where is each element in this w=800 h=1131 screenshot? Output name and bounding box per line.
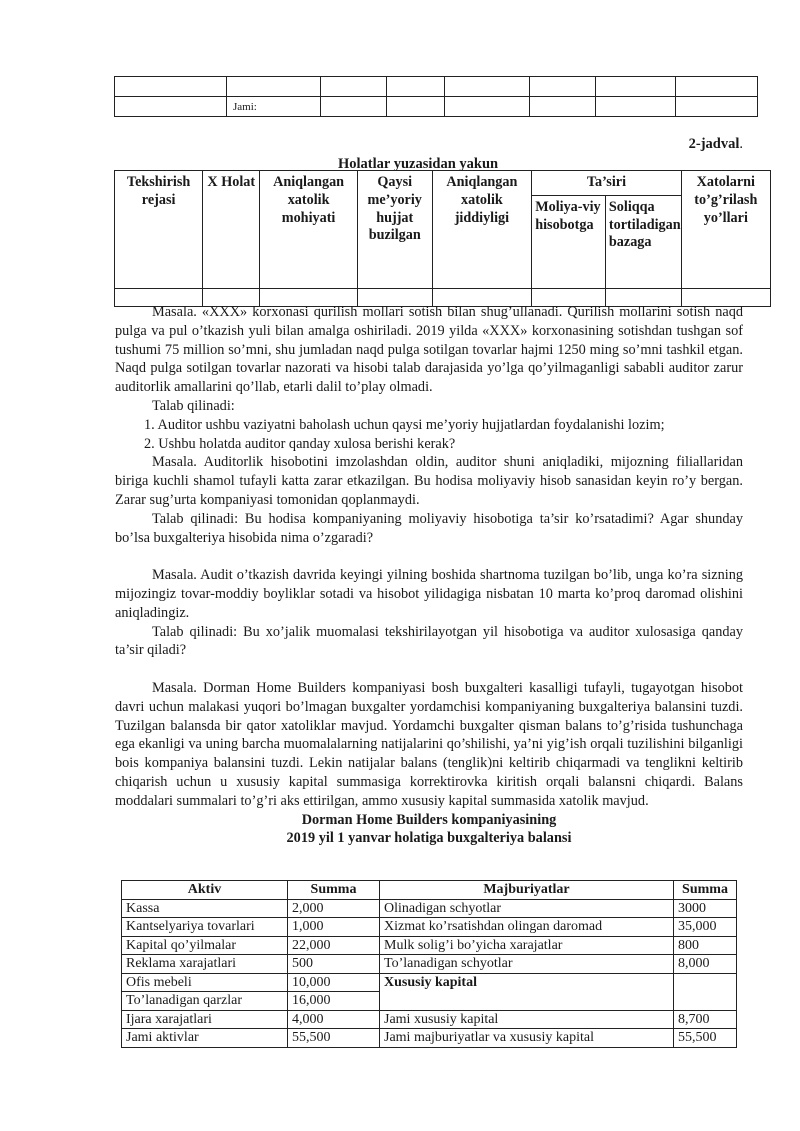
table-row [122,973,737,992]
paragraph: Talab qilinadi: Bu xo’jalik muomalasi tekshirilayotgan yil hisobotiga va auditor xulosasiga qanday ta’sir qiladi? [115,623,743,659]
header-standard: Qaysi me’yoriy hujjat buzilgan [357,171,432,289]
header-effect-tax: Soliqqa tortiladigan bazaga [605,195,681,288]
cell: 1,000 [288,918,380,937]
header-row [122,881,737,900]
cell: Jami majburiyatlar va xususiy kapital [380,1029,674,1048]
requirements-list [115,416,743,454]
document-body [115,303,743,848]
cell: Ofis mebeli [122,973,288,992]
table-number-caption: 2-jadval. [688,136,743,152]
balance-sheet-table [121,880,737,1048]
cell: 10,000 [288,973,380,992]
header-liabilities: Majburiyatlar [380,881,674,900]
cell: 55,500 [288,1029,380,1048]
cell: Jami xususiy kapital [380,1010,674,1029]
cell: Kassa [122,899,288,918]
header-amount: Summa [288,881,380,900]
top-table [114,76,758,117]
cell: 8,000 [674,955,737,974]
cell: 55,500 [674,1029,737,1048]
header-plan: Tekshirish rejasi [115,171,203,289]
paragraph: Masala. Auditorlik hisobotini imzolashdan oldin, auditor shuni aniqladiki, mijozning filiallaridan biriga kuchli shamol tufayli katta zarar etkazilgan. Bu hodisa moliyaviy hisob sanasidan keyin ro’y bergan. Zarar sug’urta kompaniyasi tomonidan qoplanmaydi. [115,454,743,508]
table-number-label: 2-jadval [688,136,740,152]
table-row [122,955,737,974]
cell [674,973,737,1010]
findings-table [114,170,771,307]
header-assets: Aktiv [122,881,288,900]
table-row [122,936,737,955]
cell: To’lanadigan schyotlar [380,955,674,974]
table-row [122,1029,737,1048]
list-item: 2. Ushbu holatda auditor qanday xulosa berishi kerak? [144,435,456,452]
cell: 8,700 [674,1010,737,1029]
cell: Reklama xarajatlari [122,955,288,974]
cell: 35,000 [674,918,737,937]
header-significance: Aniqlangan xatolik jiddiyligi [432,171,532,289]
balance-subtitle: 2019 yil 1 yanvar holatiga buxgalteriya balansi [286,830,572,847]
cell: Olinadigan schyotlar [380,899,674,918]
cell: Jami aktivlar [122,1029,288,1048]
cell: 16,000 [288,992,380,1011]
table2-title: Holatlar yuzasidan yakun [338,156,499,172]
header-amount: Summa [674,881,737,900]
cell: Mulk solig’i bo’yicha xarajatlar [380,936,674,955]
balance-title: Dorman Home Builders kompaniyasining [301,811,557,828]
cell: 2,000 [288,899,380,918]
table-row [122,899,737,918]
header-case: X Holat [203,171,260,289]
header-essence: Aniqlangan xatolik mohiyati [260,171,358,289]
cell: Kantselyariya tovarlari [122,918,288,937]
header-effect-fs: Moliya-viy hisobotga [532,195,606,288]
header-effect: Ta’siri [532,171,681,196]
cell: To’lanadigan qarzlar [122,992,288,1011]
table-row [115,97,758,117]
paragraph: Masala. «XXX» korxonasi qurilish mollari sotish bilan shug’ullanadi. Qurilish mollarini sotish naqd pulga va pul o’tkazish yuli bilan amalga oshiriladi. 2019 yilda «XXX» korxonasining sotishdan tushgan sof tushumi 75 million so’mni, shu jumladan naqd pulga sotilgan tovarlar hajmi 1250 ming so’mni tashkil etgan. Naqd pulga sotilgan tovarlar nazorati va hisobi talab darajasida yo’lga qo’yilmaganligi sababli auditor zarur auditorlik amallarini qo’llab, etarli dalil to’play olmadi. [115,304,743,396]
equity-section-label: Xususiy kapital [380,973,674,1010]
cell: Xizmat ko’rsatishdan olingan daromad [380,918,674,937]
list-item: 1. Auditor ushbu vaziyatni baholash uchun qaysi me’yoriy hujjatlardan foydalanishi lozim; [144,416,665,433]
paragraph: Masala. Audit o’tkazish davrida keyingi yilning boshida shartnoma tuzilgan bo’lib, unga ko’ra sizning mijozingiz tovar-moddiy boyliklar sotadi va hisobot yilidagiga nisbatan 10 marta ko’proq daromad olishini aniqladingiz. [115,567,743,621]
cell: 500 [288,955,380,974]
header-fix: Xatolarni to’g’rilash yo’llari [681,171,770,289]
cell: 22,000 [288,936,380,955]
paragraph: Masala. Dorman Home Builders kompaniyasi bosh buxgalteri kasalligi tufayli, tugayotgan hisobot davri uchun malakasi yuqori bo’lmagan buxgalter yordamchisi kompaniyaning buxgalteriya balansini tuzdi. Tuzilgan balansda bir qator xatoliklar mavjud. Yordamchi buxgalter qisman balans to’g’risida tushunchaga ega ekanligi va uning barcha muomalalarning natijalarini qo’shilishi, ya’ni yig’ish orqali tuzilishini bilganligi bois kompaniya balansini tuzdi. Lekin natijalar balans (tenglik)ni keltirib chiqarmadi va tenglikni keltirib chiqarish uchun u xususiy kapital summasiga korrektirovka kiritish orqali balansni chiqardi. Balans moddalari summalari to’g’ri aks ettirilgan, ammo xususiy kapital summasida xatolik mavjud. [115,679,743,809]
cell: Ijara xarajatlari [122,1010,288,1029]
table-row [122,1010,737,1029]
cell: Kapital qo’yilmalar [122,936,288,955]
paragraph: Talab qilinadi: [152,397,235,414]
table-row [115,77,758,97]
table-row [122,918,737,937]
cell: 4,000 [288,1010,380,1029]
cell: 800 [674,936,737,955]
header-row [115,171,771,196]
total-label: Jami: [227,97,321,117]
paragraph: Talab qilinadi: Bu hodisa kompaniyaning moliyaviy hisobotiga ta’sir ko’rsatadimi? Agar shunday bo’lsa buxgalteriya hisobida nima o’zgaradi? [115,510,743,546]
cell: 3000 [674,899,737,918]
